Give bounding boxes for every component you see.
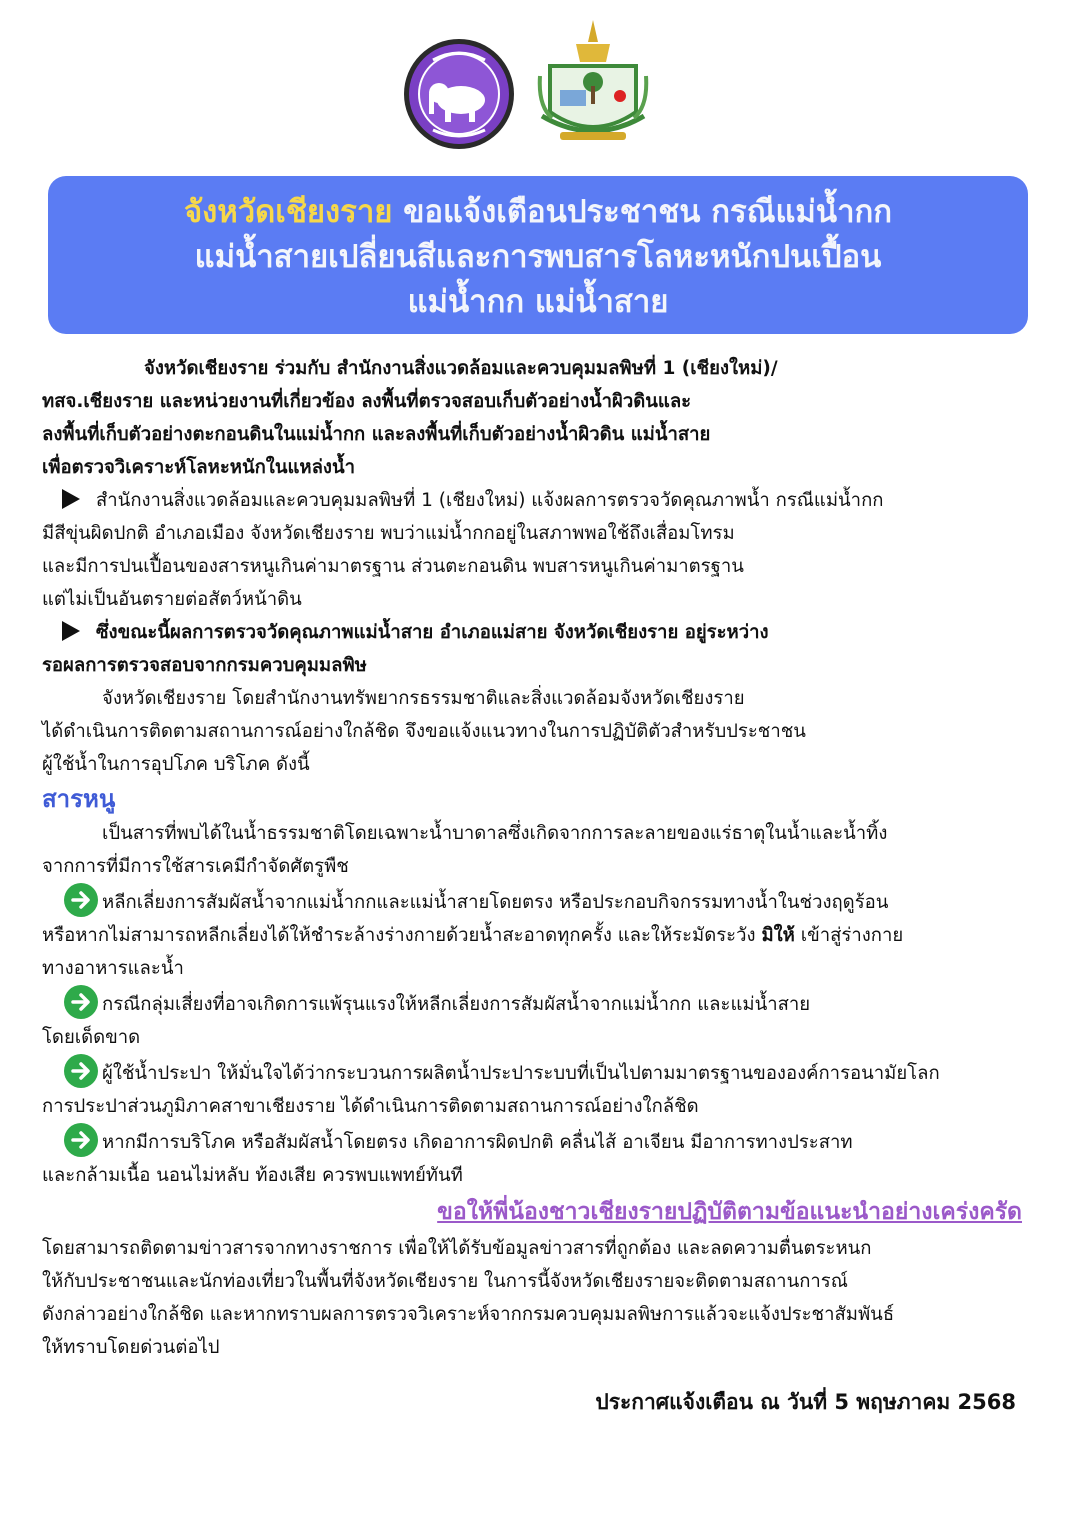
emphasis-text: มิให้ [761, 925, 795, 946]
closing-line: โดยสามารถติดตามข่าวสารจากทางราชการ เพื่อให้ได้รับข้อมูลข่าวสารที่ถูกต้อง และลดความตื่นตระหนก [42, 1238, 872, 1259]
arsenic-desc-line: เป็นสารที่พบได้ในน้ำธรรมชาติโดยเฉพาะน้ำบาดาลซึ่งเกิดจากการละลายของแร่ธาตุในน้ำและน้ำทิ้ง [102, 823, 888, 844]
bullet-1-line: แต่ไม่เป็นอันตรายต่อสัตว์หน้าดิน [42, 589, 302, 610]
green-arrow-icon [64, 1054, 98, 1088]
announcement-body [42, 352, 1036, 1419]
logo-area [0, 20, 1076, 150]
advice-item-2: กรณีกลุ่มเสี่ยงที่อาจเกิดการแพ้รุนแรงให้หลีกเลี่ยงการสัมผัสน้ำจากแม่น้ำกก และแม่น้ำสาย [42, 985, 1036, 1021]
bullet-1-line: มีสีขุ่นผิดปกติ อำเภอเมือง จังหวัดเชียงราย พบว่าแม่น้ำกกอยู่ในสภาพพอใช้ถึงเสื่อมโทรม [42, 523, 735, 544]
bullet-item-2: ซึ่งขณะนี้ผลการตรวจวัดคุณภาพแม่น้ำสาย อำเภอแม่สาย จังหวัดเชียงราย อยู่ระหว่าง [42, 616, 1036, 649]
arsenic-desc-line: จากการที่มีการใช้สารเคมีกำจัดศัตรูพืช [42, 856, 349, 877]
intro-para-line: ลงพื้นที่เก็บตัวอย่างตะกอนดินในแม่น้ำกก และลงพื้นที่เก็บตัวอย่างน้ำผิวดิน แม่น้ำสาย [42, 424, 711, 445]
advice-4-line: และกล้ามเนื้อ นอนไม่หลับ ท้องเสีย ควรพบแพทย์ทันที [42, 1165, 463, 1186]
provincial-seal-elephant-icon [403, 38, 515, 150]
arsenic-heading: สารหนู [42, 785, 116, 813]
advice-item-1: หลีกเลี่ยงการสัมผัสน้ำจากแม่น้ำกกและแม่น้ำสายโดยตรง หรือประกอบกิจกรรมทางน้ำในช่วงฤดูร้อน [42, 883, 1036, 919]
call-to-action: ขอให้พี่น้องชาวเชียงรายปฏิบัติตามข้อแนะนำอย่างเคร่งครัด [437, 1199, 1022, 1225]
intro-para-line: ทสจ.เชียงราย และหน่วยงานที่เกี่ยวข้อง ลงพื้นที่ตรวจสอบเก็บตัวอย่างน้ำผิวดินและ [42, 391, 692, 412]
intro-para-line: จังหวัดเชียงราย ร่วมกับ สำนักงานสิ่งแวดล้อมและควบคุมมลพิษที่ 1 (เชียงใหม่)/ [144, 358, 778, 379]
intro-para2-line: ผู้ใช้น้ำในการอุปโภค บริโภค ดังนี้ [42, 754, 310, 775]
green-arrow-icon [64, 985, 98, 1019]
intro-para2-line: จังหวัดเชียงราย โดยสำนักงานทรัพยากรธรรมชาติและสิ่งแวดล้อมจังหวัดเชียงราย [102, 688, 745, 709]
bullet-2-line: รอผลการตรวจสอบจากกรมควบคุมมลพิษ [42, 655, 367, 676]
banner-highlight: จังหวัดเชียงราย [183, 194, 393, 230]
closing-line: ให้กับประชาชนและนักท่องเที่ยวในพื้นที่จังหวัดเชียงราย ในการนี้จังหวัดเชียงรายจะติดตามสถานการณ์ [42, 1271, 848, 1292]
advice-1-line: หรือหากไม่สามารถหลีกเลี่ยงได้ให้ชำระล้างร่างกายด้วยน้ำสะอาดทุกครั้ง และให้ระมัดระวัง มิให้ เข้าสู่ร่างกาย [42, 925, 904, 946]
green-arrow-icon [64, 883, 98, 917]
banner-line-3: แม่น้ำกก แม่น้ำสาย [407, 284, 669, 320]
intro-para-line: เพื่อตรวจวิเคราะห์โลหะหนักในแหล่งน้ำ [42, 457, 356, 478]
banner-line-2: แม่น้ำสายเปลี่ยนสีและการพบสารโลหะหนักปนเปื้อน [194, 239, 882, 275]
signature-date: ประกาศแจ้งเตือน ณ วันที่ 5 พฤษภาคม 2568 [595, 1390, 1016, 1414]
bullet-item-1: สำนักงานสิ่งแวดล้อมและควบคุมมลพิษที่ 1 (เชียงใหม่) แจ้งผลการตรวจวัดคุณภาพน้ำ กรณีแม่น้ำกก [42, 484, 1036, 517]
banner-line-1 [48, 190, 1028, 235]
advice-2-line: โดยเด็ดขาด [42, 1027, 141, 1048]
green-arrow-icon [64, 1123, 98, 1157]
banner-line-1-text: ขอแจ้งเตือนประชาชน กรณีแม่น้ำกก [392, 194, 893, 230]
agency-emblem-icon [536, 20, 650, 152]
title-banner [48, 176, 1028, 334]
intro-para2-line: ได้ดำเนินการติดตามสถานการณ์อย่างใกล้ชิด จึงขอแจ้งแนวทางในการปฏิบัติตัวสำหรับประชาชน [42, 721, 806, 742]
triangle-bullet-icon [62, 489, 80, 509]
triangle-bullet-icon [62, 621, 80, 641]
advice-item-3: ผู้ใช้น้ำประปา ให้มั่นใจได้ว่ากระบวนการผลิตน้ำประปาระบบที่เป็นไปตามมาตรฐานขององค์การอนามัยโลก [42, 1054, 1036, 1090]
closing-line: ดังกล่าวอย่างใกล้ชิด และหากทราบผลการตรวจวิเคราะห์จากกรมควบคุมมลพิษการแล้วจะแจ้งประชาสัมพันธ์ [42, 1304, 895, 1325]
closing-line: ให้ทราบโดยด่วนต่อไป [42, 1337, 220, 1358]
advice-item-4: หากมีการบริโภค หรือสัมผัสน้ำโดยตรง เกิดอาการผิดปกติ คลื่นไส้ อาเจียน มีอาการทางประสาท [42, 1123, 1036, 1159]
advice-1-line: ทางอาหารและน้ำ [42, 958, 184, 979]
advice-3-line: การประปาส่วนภูมิภาคสาขาเชียงราย ได้ดำเนินการติดตามสถานการณ์อย่างใกล้ชิด [42, 1096, 699, 1117]
bullet-1-line: และมีการปนเปื้อนของสารหนูเกินค่ามาตรฐาน ส่วนตะกอนดิน พบสารหนูเกินค่ามาตรฐาน [42, 556, 744, 577]
